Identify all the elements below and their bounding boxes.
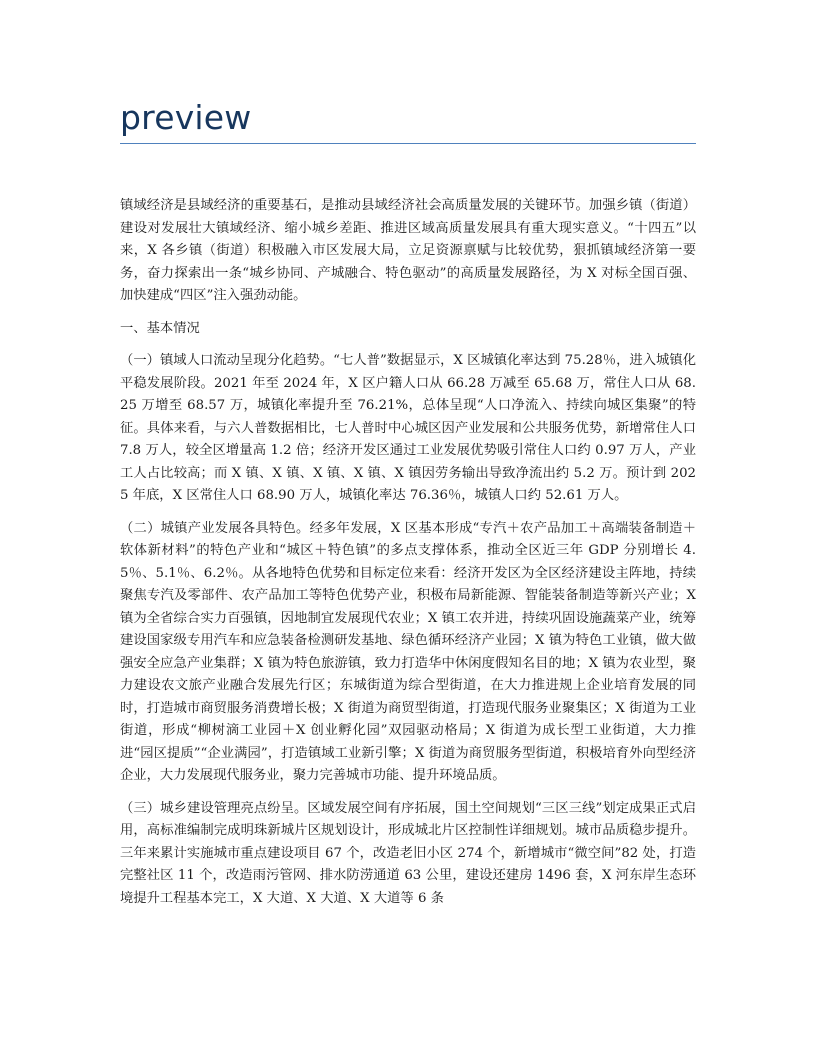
document-body <box>120 195 696 920</box>
industry-paragraph: （二）城镇产业发展各具特色。经多年发展，X 区基本形成“专汽＋农产品加工＋高端装备制造＋软体新材料”的特色产业和“城区＋特色镇”的多点支撑体系，推动全区近三年 GDP 分别增长 4.5％、5.1％、6.2％。从各地特色优势和目标定位来看：经济开发区为全区经济建设主阵地，持续聚焦专汽及零部件、农产品加工等特色优势产业，积极布局新能源、智能装备制造等新兴产业；X 镇为全省综合实力百强镇，因地制宜发展现代农业；X 镇工农并进，持续巩固设施蔬菜产业，统筹建设国家级专用汽车和应急装备检测研发基地、绿色循环经济产业园；X 镇为特色工业镇，做大做强安全应急产业集群；X 镇为特色旅游镇，致力打造华中休闲度假知名目的地；X 镇为农业型，聚力建设农文旅产业融合发展先行区；东城街道为综合型街道，在大力推进规上企业培育发展的同时，打造城市商贸服务消费增长极；X 街道为商贸型街道，打造现代服务业聚集区；X 街道为工业街道，形成“柳树滴工业园＋X 创业孵化园”双园驱动格局；X 街道为成长型工业街道，大力推进“园区提质”“企业满园”，打造镇域工业新引擎；X 街道为商贸服务型街道，积极培育外向型经济企业，大力发展现代服务业，聚力完善城市功能、提升环境品质。 <box>120 520 696 783</box>
intro-paragraph: 镇域经济是县域经济的重要基石，是推动县域经济社会高质量发展的关键环节。加强乡镇（街道）建设对发展壮大镇域经济、缩小城乡差距、推进区域高质量发展具有重大现实意义。“十四五”以来，X 各乡镇（街道）积极融入市区发展大局，立足资源禀赋与比较优势，狠抓镇域经济第一要务，奋力探索出一条“城乡协同、产城融合、特色驱动”的高质量发展路径，为 X 对标全国百强、加快建成“四区”注入强劲动能。 <box>120 198 696 303</box>
construction-paragraph: （三）城乡建设管理亮点纷呈。区域发展空间有序拓展，国土空间规划“三区三线”划定成果正式启用，高标准编制完成明珠新城片区规划设计，形成城北片区控制性详细规划。城市品质稳步提升。三年来累计实施城市重点建设项目 67 个，改造老旧小区 274 个，新增城市“微空间”82 处，打造完整社区 11 个，改造雨污管网、排水防涝通道 63 公里，建设还建房 1496 套，X 河东岸生态环境提升工程基本完工，X 大道、X 大道、X 大道等 6 条 <box>120 800 696 906</box>
section-heading-basic-situation: 一、基本情况 <box>120 320 200 336</box>
title-underline-divider <box>120 143 696 144</box>
population-paragraph: （一）镇域人口流动呈现分化趋势。“七人普”数据显示，X 区城镇化率达到 75.28％，进入城镇化平稳发展阶段。2021 年至 2024 年，X 区户籍人口从 66.28 万减至 65.68 万，常住人口从 68.25 万增至 68.57 万，城镇化率提升至 76.21%，总体呈现“人口净流入、持续向城区集聚”的特征。具体来看，与六人普数据相比，七人普时中心城区因产业发展和公共服务优势，新增常住人口 7.8 万人，较全区增量高 1.2 倍；经济开发区通过工业发展优势吸引常住人口约 0.97 万人，产业工人占比较高；而 X 镇、X 镇、X 镇、X 镇、X 镇因劳务输出导致净流出约 5.2 万。预计到 2025 年底，X 区常住人口 68.90 万人，城镇化率达 76.36％，城镇人口约 52.61 万人。 <box>120 353 696 503</box>
document-title: preview <box>120 98 252 137</box>
